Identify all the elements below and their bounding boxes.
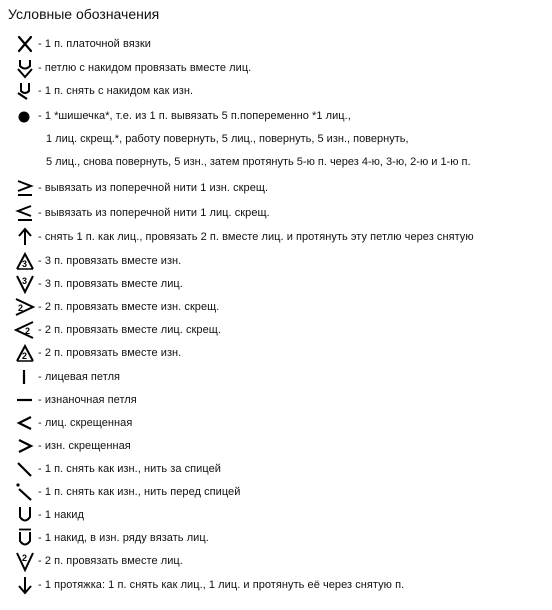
legend-text: - 2 п. провязать вместе изн. скрещ. [38,301,220,313]
two-knit-together-icon [12,551,38,571]
legend-text: - 1 п. снять как изн., нить перед спицей [38,486,241,498]
legend-item [12,575,404,595]
numeral-three: 3 [22,276,28,286]
legend-text: - петлю с накидом провязать вместе лиц. [38,62,252,74]
legend-text-continuation: 1 лиц. скрещ.*, работу повернуть, 5 лиц., повернуть, 5 изн., повернуть, [46,133,409,145]
legend-item [12,320,221,340]
legend-text: - изнаночная петля [38,394,137,406]
legend-item [12,203,270,223]
legend-text: - вывязать из поперечной нити 1 лиц. скрещ. [38,207,270,219]
three-knit-together-icon [12,274,38,294]
right-angle-icon [12,436,38,456]
yarn-over-icon [12,505,38,525]
diagonal-line-icon [12,459,38,479]
purl-twisted-increase-icon [12,178,38,198]
numeral-two: 2 [22,351,28,361]
numeral-two: 2 [25,326,31,336]
legend-text: - лиц. скрещенная [38,417,133,429]
diagonal-line-dot-icon [12,482,38,502]
legend-text: - 1 накид, в изн. ряду вязать лиц. [38,532,209,544]
left-angle-icon [12,413,38,433]
legend-text: - изн. скрещенная [38,440,131,452]
legend-item [12,274,183,294]
crossed-stitch-icon [12,34,38,54]
legend-item [12,459,221,479]
numeral-three: 3 [22,259,28,269]
slip-with-yo-icon [12,81,38,101]
legend-text: - лицевая петля [38,371,121,383]
yo-knit-together-icon [12,58,38,78]
legend-item [12,551,183,571]
legend-item [12,343,181,363]
legend-item [12,505,84,525]
legend-text: - 1 п. снять как изн., нить за спицей [38,463,221,475]
numeral-two: 2 [18,303,24,313]
legend-title: Условные обозначения [8,6,160,22]
two-knit-twisted-together-icon [12,320,38,340]
legend-item [12,34,151,54]
vertical-bar-icon [12,367,38,387]
legend-item [12,297,219,317]
legend-item [12,81,193,101]
legend-text: - вывязать из поперечной нити 1 изн. скрещ. [38,182,269,194]
legend-text: - снять 1 п. как лиц., провязать 2 п. вместе лиц. и протянуть эту петлю через снятую [38,231,474,243]
legend-item [12,413,132,433]
legend-text: - 2 п. провязать вместе лиц. [38,555,183,567]
legend-text: - 1 протяжка: 1 п. снять как лиц., 1 лиц. и протянуть её через снятую п. [38,579,405,591]
bobble-icon [12,106,38,126]
legend-text: - 1 *шишечка*, т.е. из 1 п. вывязать 5 п.попеременно *1 лиц., [38,110,351,122]
legend-text: - 1 п. снять с накидом как изн. [38,85,194,97]
knit-twisted-increase-icon [12,203,38,223]
legend-item [12,106,351,126]
horizontal-bar-icon [12,390,38,410]
legend-text: - 2 п. провязать вместе изн. [38,347,182,359]
legend-item [12,482,240,502]
numeral-two: 2 [22,553,28,563]
two-purl-twisted-together-icon [12,297,38,317]
down-arrow-icon [12,575,38,595]
legend-text: - 2 п. провязать вместе лиц. скрещ. [38,324,221,336]
legend-text: - 3 п. провязать вместе изн. [38,255,182,267]
yarn-over-bar-icon [12,528,38,548]
legend-text: - 1 накид [38,509,84,521]
legend-item [12,251,181,271]
legend-text-continuation: 5 лиц., снова повернуть, 5 изн., затем протянуть 5-ю п. через 4-ю, 3-ю, 2-ю и 1-ю п. [46,156,471,168]
legend-item [12,178,268,198]
legend-item [12,436,131,456]
legend-item [12,58,251,78]
three-purl-together-icon [12,251,38,271]
legend-item [12,367,120,387]
legend-text: - 3 п. провязать вместе лиц. [38,278,183,290]
legend-text: - 1 п. платочной вязки [38,38,151,50]
legend-item [12,227,474,247]
two-purl-together-icon [12,343,38,363]
legend-item [12,390,137,410]
up-arrow-icon [12,227,38,247]
legend-item [12,528,209,548]
